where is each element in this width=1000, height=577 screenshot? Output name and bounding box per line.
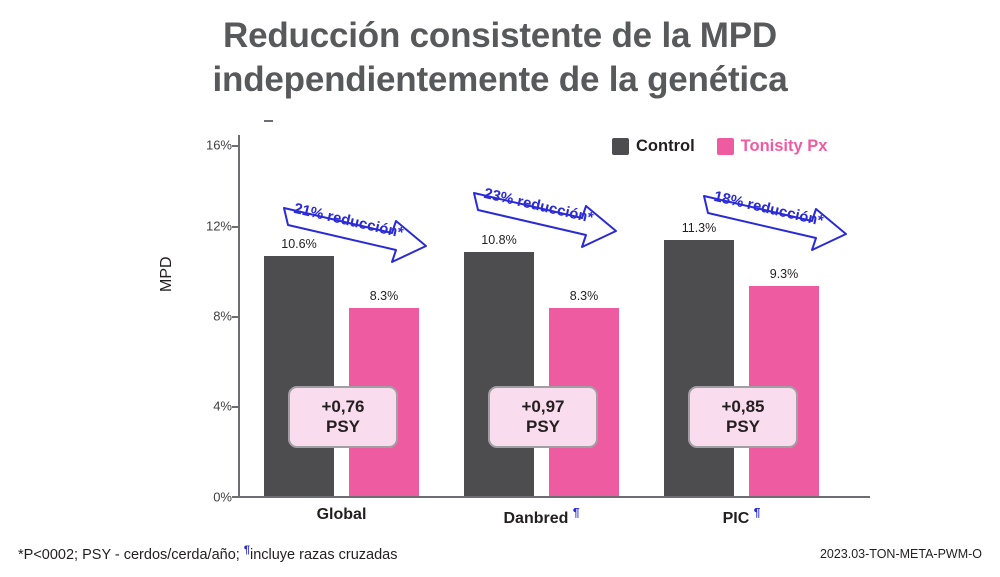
group-label-global-text: Global [316,506,367,523]
y-tick-mark-4 [232,406,238,408]
bar-value-control-global: 10.6% [281,237,317,251]
bar-value-control-danbred: 10.8% [481,233,517,247]
footnote-marker: ¶ [243,544,250,557]
bar-control-pic [664,221,734,496]
y-tick-mark-0 [232,496,238,498]
legend-swatch-control-icon [612,138,629,155]
psy-unit-global: PSY [325,416,361,436]
arrow-label-global: 21% reducción* [292,200,405,242]
x-axis-line [238,496,870,498]
footnote-tail: incluye razas cruzadas [249,547,398,563]
bar-value-px-pic: 9.3% [769,267,799,281]
psy-value-danbred: +0,97 [521,397,565,416]
bar-control-global [264,237,334,496]
bar-value-px-danbred: 8.3% [569,289,599,303]
y-tick-mark-8 [232,316,238,318]
legend-label-control: Control [636,137,695,155]
group-label-pic [664,506,819,528]
bar-value-control-pic: 11.3% [681,221,717,235]
legend-item-px [717,137,828,156]
group-label-pic-text: PIC ¶ [722,506,761,528]
title-line-1: Reducción consistente de la MPD [223,16,777,55]
bar-control-danbred [464,233,534,496]
y-tick-0: 0% [213,489,232,505]
chart-legend [612,137,827,156]
y-axis-ticks [190,0,232,577]
legend-label-px: Tonisity Px [740,137,828,155]
y-tick-mark-16 [232,145,238,147]
y-axis-line [238,135,240,497]
psy-box-danbred [488,386,598,448]
group-label-danbred [464,506,619,528]
footnote-text: *P<0002; PSY - cerdos/cerda/año; [18,547,244,563]
y-tick-4: 4% [213,398,232,414]
y-tick-16: 16% [205,137,232,153]
arrow-label-danbred: 23% reducción* [482,185,595,227]
bar-value-px-global: 8.3% [369,289,399,303]
title-line-2: independientemente de la genética [212,59,788,99]
legend-swatch-px-icon [717,138,734,155]
axis-top-tick [264,120,273,122]
psy-box-pic [688,386,798,448]
psy-value-pic: +0,85 [721,397,765,416]
psy-box-global [288,386,398,448]
arrow-label-pic: 18% reducción* [712,188,825,230]
document-code: 2023.03-TON-META-PWM-O [819,547,982,561]
y-axis-title: MPD [158,256,175,292]
psy-unit-pic: PSY [725,416,761,436]
legend-item-control [612,137,695,156]
psy-value-global: +0,76 [321,397,365,416]
psy-unit-danbred: PSY [525,416,561,436]
footnote [18,544,397,563]
y-tick-8: 8% [213,308,232,324]
group-label-danbred-text: Danbred ¶ [503,506,580,528]
y-tick-mark-12 [232,226,238,228]
y-tick-12: 12% [205,218,232,234]
group-label-global [264,506,419,524]
